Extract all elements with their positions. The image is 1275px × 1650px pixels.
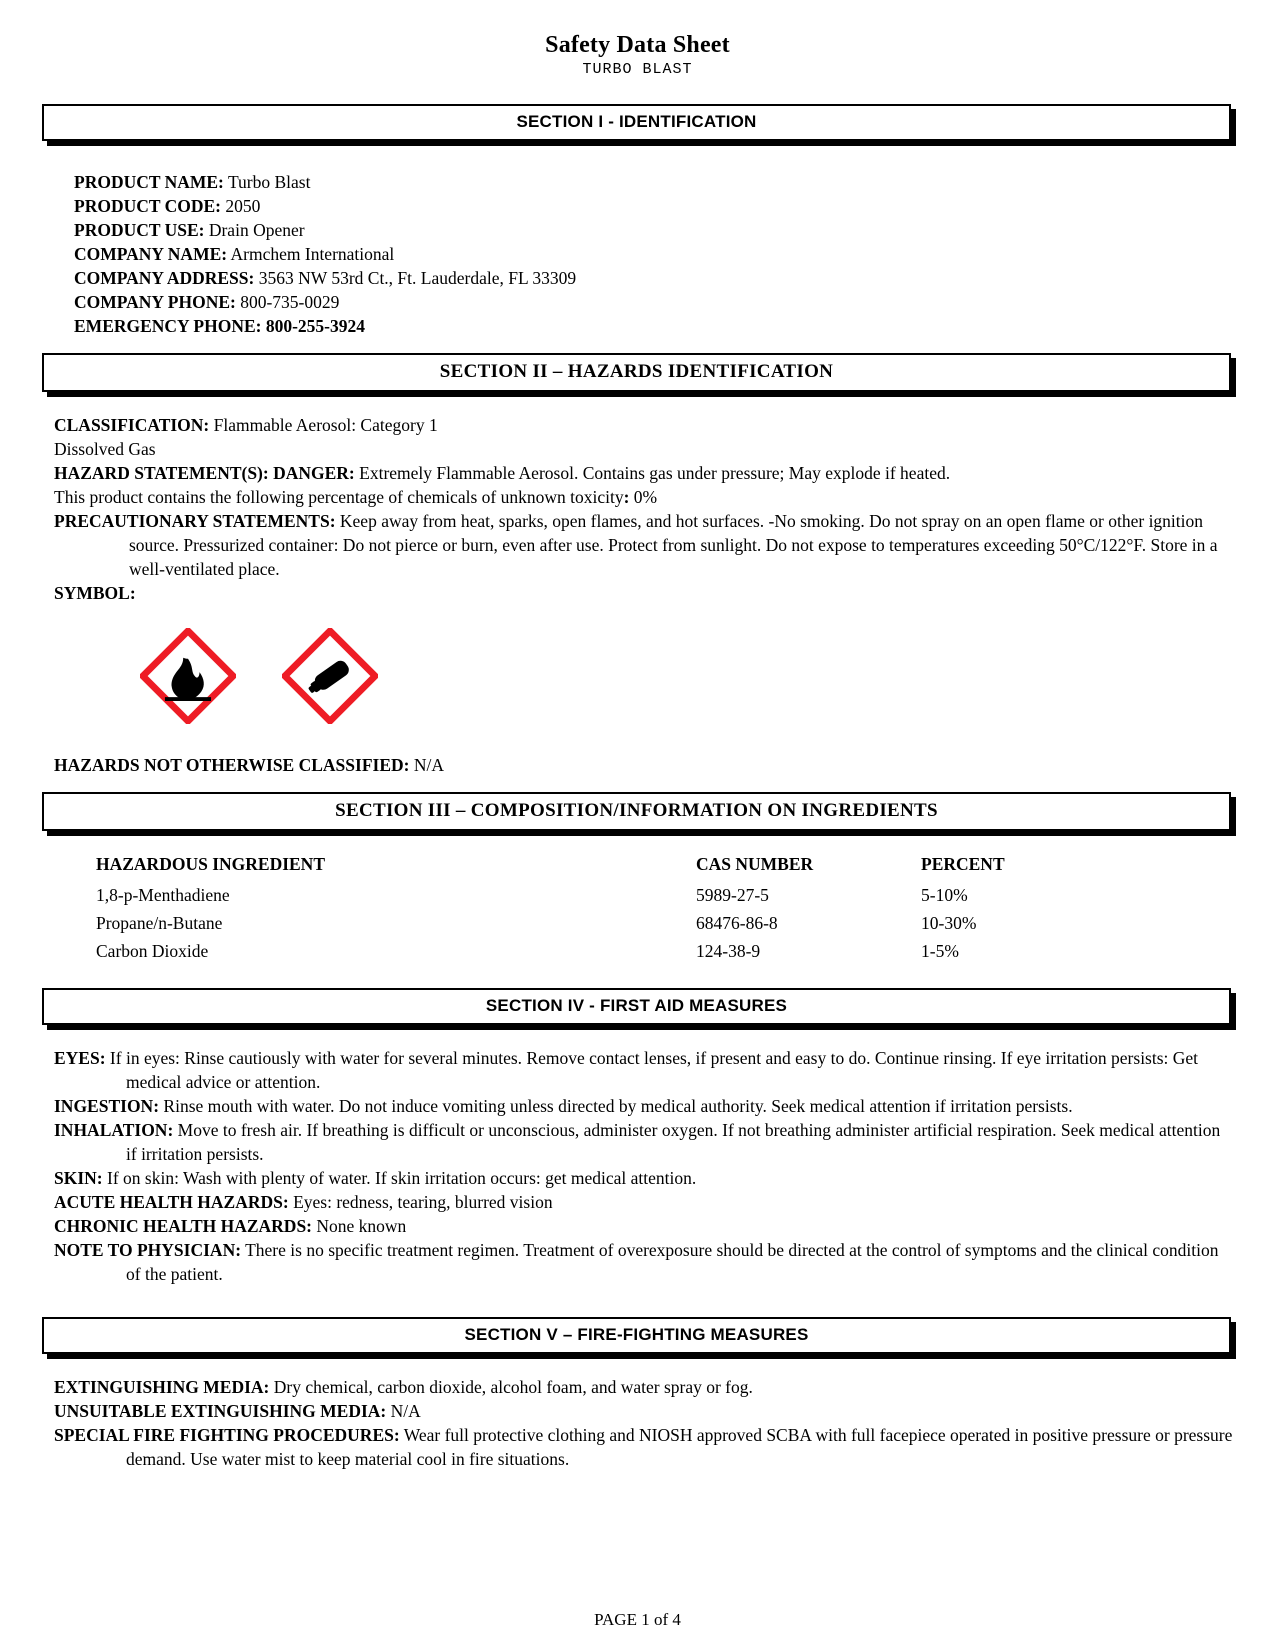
section-3-header — [42, 792, 1231, 831]
hazard-danger-word: DANGER: — [273, 462, 355, 483]
classification-line-2: Dissolved Gas — [54, 438, 156, 459]
precautionary-value: Keep away from heat, sparks, open flames, and hot surfaces. -No smoking. Do not spray on an open flame or other ignition source. Pressurized container: Do not pierce or burn, even after use. Protect from sunlight. Do not expose to temperatures exceeding 50°C/122°F. Store in a well-ventilated place. — [129, 510, 1218, 579]
item-label: SPECIAL FIRE FIGHTING PROCEDURES: — [54, 1425, 400, 1445]
unknown-toxicity-text: This product contains the following percentage of chemicals of unknown toxicity — [54, 486, 624, 507]
field-label: COMPANY PHONE: — [74, 291, 236, 312]
item-value: Wear full protective clothing and NIOSH approved SCBA with full facepiece operated in positive pressure or pressure demand. Use water mist to keep material cool in fire situations. — [126, 1425, 1233, 1469]
cell-percent: 5-10% — [921, 885, 968, 906]
field-value: 2050 — [225, 195, 261, 216]
table-row — [68, 882, 1235, 910]
table-row — [68, 910, 1235, 938]
section-4-header — [42, 988, 1231, 1025]
cell-cas: 68476-86-8 — [696, 913, 778, 934]
flame-pictogram — [140, 628, 236, 724]
field-value: Turbo Blast — [227, 172, 311, 192]
item-label: INHALATION: — [54, 1120, 174, 1141]
first-aid-ingestion — [54, 1095, 1235, 1119]
gas-cylinder-pictogram — [282, 628, 378, 724]
field-product-code — [74, 195, 1235, 219]
item-label: SKIN: — [54, 1168, 103, 1189]
section-3-title: SECTION III – COMPOSITION/INFORMATION ON INGREDIENTS — [335, 799, 938, 821]
field-value: 800-255-3924 — [265, 315, 366, 336]
hnoc-value: N/A — [413, 754, 444, 775]
section-4-body — [40, 1025, 1235, 1287]
unsuitable-extinguishing-media — [54, 1400, 1235, 1424]
field-company-address — [74, 267, 1235, 291]
field-value: 3563 NW 53rd Ct., Ft. Lauderdale, FL 33309 — [258, 267, 577, 288]
unknown-toxicity-line — [54, 486, 1235, 510]
hazard-statement-label: HAZARD STATEMENT(S): — [54, 462, 269, 483]
column-header-ingredient: HAZARDOUS INGREDIENT — [96, 853, 325, 874]
field-value: 800-735-0029 — [240, 291, 340, 312]
special-fire-fighting-procedures — [54, 1424, 1235, 1472]
section-5-header — [42, 1317, 1231, 1354]
item-value: Rinse mouth with water. Do not induce vomiting unless directed by medical authority. Seek medical attention if irritation persists. — [163, 1096, 1073, 1117]
hnoc-label: HAZARDS NOT OTHERWISE CLASSIFIED: — [54, 754, 410, 775]
field-label: COMPANY ADDRESS: — [74, 267, 255, 288]
classification-label: CLASSIFICATION: — [54, 414, 210, 435]
field-value: Drain Opener — [208, 219, 305, 240]
cell-ingredient: Carbon Dioxide — [96, 941, 209, 962]
section-1-body — [40, 141, 1235, 339]
hazard-statement-value: Extremely Flammable Aerosol. Contains gas under pressure; May explode if heated. — [359, 462, 951, 483]
cell-percent: 1-5% — [921, 941, 959, 962]
cell-ingredient: Propane/n-Butane — [96, 913, 223, 934]
hazard-statement-line — [54, 462, 1235, 486]
field-value: Armchem International — [230, 243, 395, 264]
field-emergency-phone — [74, 315, 1235, 339]
product-subtitle: TURBO BLAST — [582, 61, 693, 78]
field-label: EMERGENCY PHONE: — [74, 315, 262, 336]
field-company-name — [74, 243, 1235, 267]
section-2-header — [42, 353, 1231, 392]
item-label: NOTE TO PHYSICIAN: — [54, 1240, 242, 1261]
section-1-title: SECTION I - IDENTIFICATION — [516, 112, 757, 131]
field-company-phone — [74, 291, 1235, 315]
item-label: EXTINGUISHING MEDIA: — [54, 1377, 270, 1398]
note-to-physician — [54, 1239, 1235, 1287]
item-value: None known — [316, 1216, 407, 1237]
table-header-row — [68, 851, 1235, 883]
field-label: PRODUCT NAME: — [74, 172, 224, 192]
acute-health-hazards — [54, 1191, 1235, 1215]
first-aid-eyes — [54, 1047, 1235, 1095]
cell-percent: 10-30% — [921, 913, 977, 934]
item-value: If on skin: Wash with plenty of water. If skin irritation occurs: get medical attention. — [107, 1168, 697, 1189]
cell-ingredient: 1,8-p-Menthadiene — [96, 885, 230, 906]
extinguishing-media — [54, 1376, 1235, 1400]
section-4-title: SECTION IV - FIRST AID MEASURES — [485, 996, 788, 1016]
item-value: If in eyes: Rinse cautiously with water for several minutes. Remove contact lenses, if present and easy to do. Continue rinsing. If eye irritation persists: Get medical advice or attention. — [109, 1048, 1199, 1093]
section-3-body — [40, 831, 1235, 967]
cell-cas: 5989-27-5 — [696, 885, 769, 906]
item-value: Eyes: redness, tearing, blurred vision — [293, 1192, 553, 1213]
field-product-use — [74, 219, 1235, 243]
cell-cas: 124-38-9 — [696, 941, 761, 962]
page-footer: PAGE 1 of 4 — [594, 1610, 681, 1629]
field-label: PRODUCT CODE: — [74, 195, 221, 216]
unknown-toxicity-value: 0% — [633, 486, 658, 507]
section-2-title: SECTION II – HAZARDS IDENTIFICATION — [439, 360, 834, 382]
precautionary-line — [54, 510, 1235, 582]
item-label: EYES: — [54, 1048, 106, 1069]
classification-line — [54, 414, 1235, 438]
chronic-health-hazards — [54, 1215, 1235, 1239]
table-row — [68, 938, 1235, 966]
item-value: There is no specific treatment regimen. Treatment of overexposure should be directed at the control of symptoms and the clinical condition of the patient. — [126, 1240, 1219, 1285]
section-2-body — [40, 392, 1235, 778]
column-header-percent: PERCENT — [921, 853, 1005, 874]
item-label: UNSUITABLE EXTINGUISHING MEDIA: — [54, 1401, 387, 1422]
classification-value: Flammable Aerosol: Category 1 — [213, 414, 438, 435]
section-5-body — [40, 1354, 1235, 1472]
page-title: Safety Data Sheet — [545, 32, 730, 58]
field-label: COMPANY NAME: — [74, 243, 228, 264]
section-5-title: SECTION V – FIRE-FIGHTING MEASURES — [464, 1325, 809, 1345]
item-value: Dry chemical, carbon dioxide, alcohol foam, and water spray or fog. — [273, 1377, 753, 1398]
column-header-cas: CAS NUMBER — [696, 853, 814, 874]
item-label: INGESTION: — [54, 1096, 160, 1117]
symbol-label: SYMBOL: — [54, 582, 136, 603]
unknown-toxicity-colon: : — [623, 486, 630, 507]
item-value: N/A — [390, 1401, 421, 1422]
pictogram-group — [54, 606, 1235, 754]
item-label: CHRONIC HEALTH HAZARDS: — [54, 1216, 313, 1237]
ingredients-table — [68, 851, 1235, 967]
field-label: PRODUCT USE: — [74, 219, 205, 240]
field-product-name — [74, 171, 1235, 195]
item-label: ACUTE HEALTH HAZARDS: — [54, 1192, 289, 1213]
hnoc-line — [54, 754, 1235, 778]
section-1-header — [42, 104, 1231, 141]
item-value: Move to fresh air. If breathing is difficult or unconscious, administer oxygen. If not breathing administer artificial respiration. Seek medical attention if irritation persists. — [126, 1120, 1221, 1165]
precautionary-label: PRECAUTIONARY STATEMENTS: — [54, 510, 336, 531]
first-aid-skin — [54, 1167, 1235, 1191]
first-aid-inhalation — [54, 1119, 1235, 1167]
